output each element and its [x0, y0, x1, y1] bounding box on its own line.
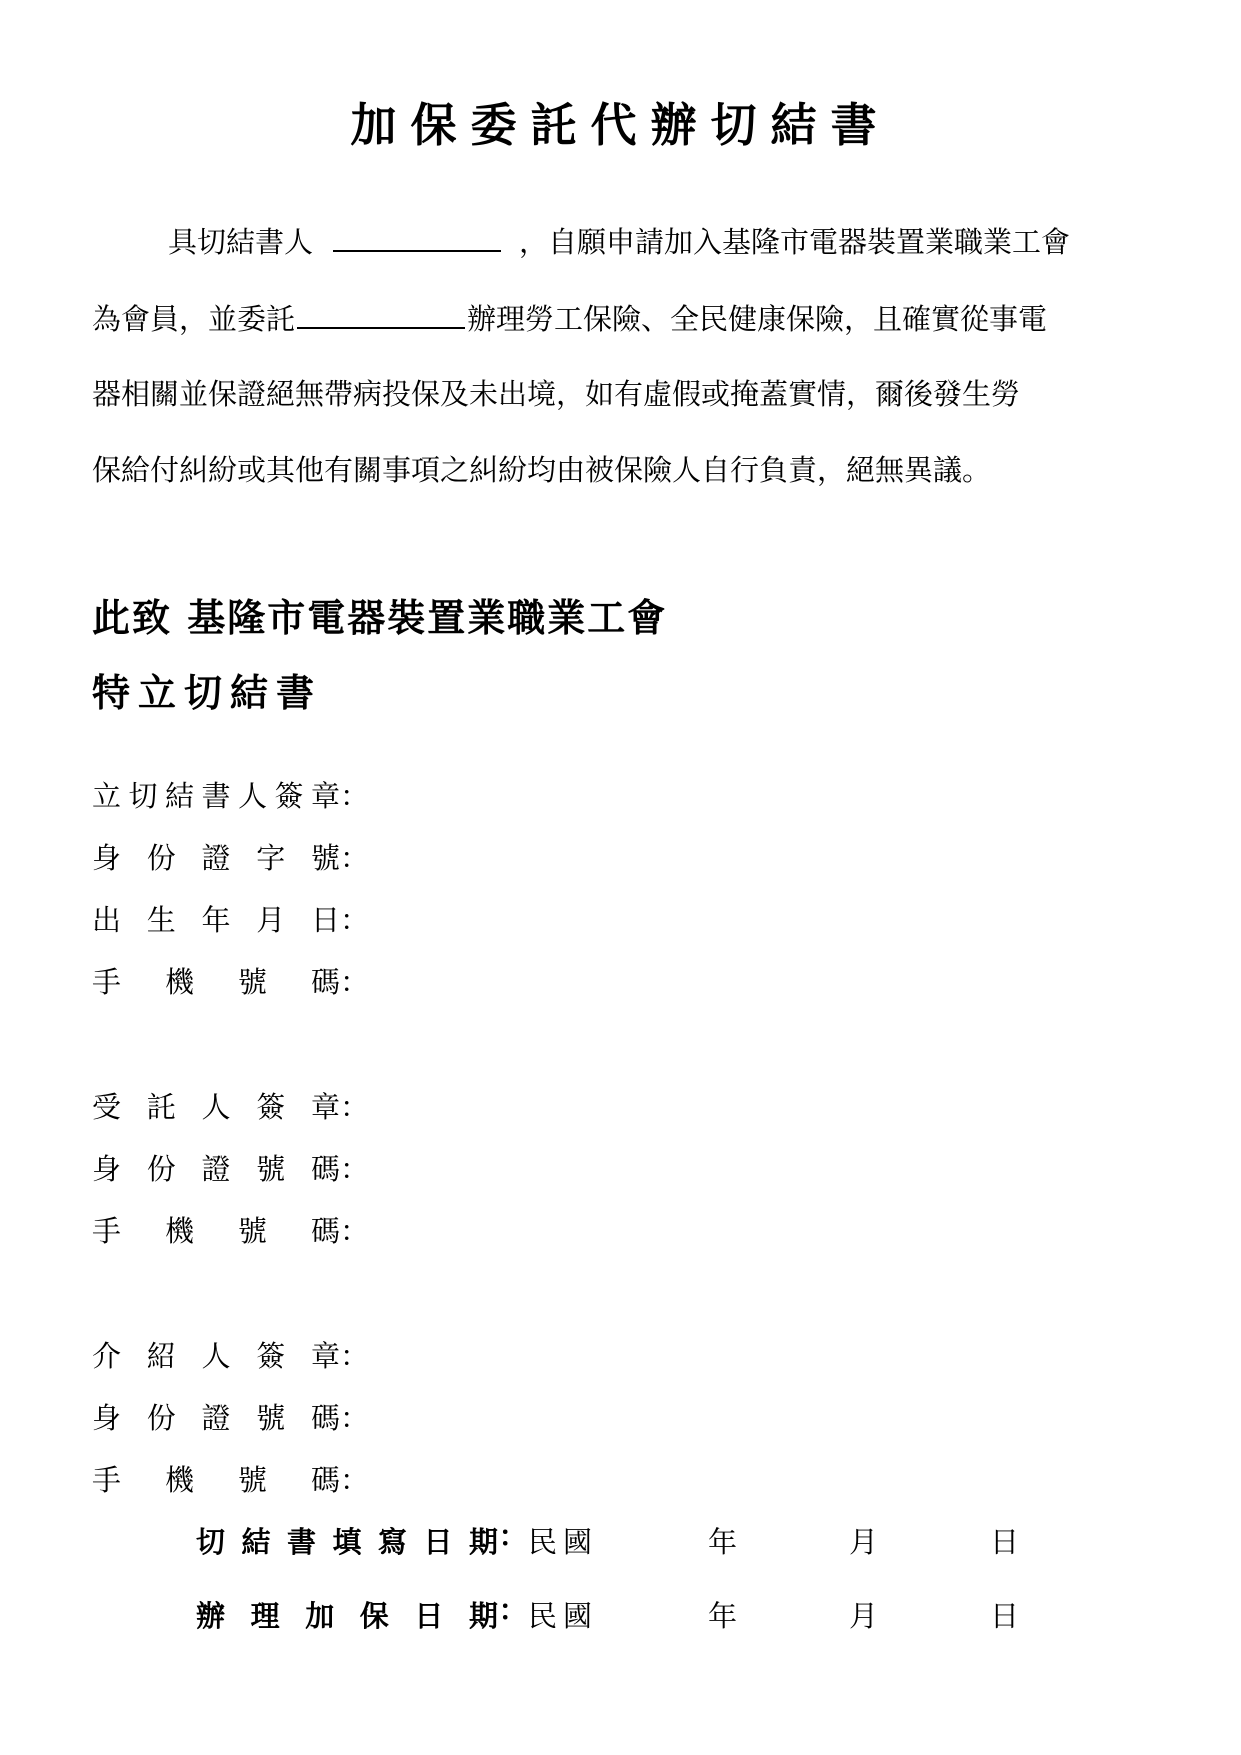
introducer-signature-label: 介紹人簽章: [92, 1339, 340, 1373]
introducer-id-row[interactable]: [92, 1398, 369, 1438]
colon: ：: [340, 1401, 370, 1435]
day-label: 日: [990, 1599, 1020, 1633]
paragraph-line-2: [92, 297, 1047, 339]
paragraph-line-1: [168, 220, 1070, 262]
month-label: 月: [849, 1525, 879, 1559]
introducer-phone-row[interactable]: [92, 1460, 369, 1500]
insure-date-row[interactable]: [196, 1593, 1020, 1636]
agent-id-label: 身份證號碼: [92, 1152, 340, 1186]
month-label: 月: [849, 1599, 879, 1633]
applicant-signature-label: 立切結書人簽章: [92, 779, 340, 813]
applicant-id-label: 身份證字號: [92, 841, 340, 875]
applicant-phone-row[interactable]: [92, 962, 369, 1002]
paragraph-line-4: 保給付糾紛或其他有關事項之糾紛均由被保險人自行負責，絕無異議。: [92, 453, 992, 487]
colon: ：: [340, 1214, 370, 1248]
closing-recipient: 此致 基隆市電器裝置業職業工會: [92, 595, 668, 640]
applicant-id-row[interactable]: [92, 838, 369, 878]
fill-date-row[interactable]: [196, 1519, 1020, 1562]
agent-id-row[interactable]: [92, 1149, 369, 1189]
paragraph-line-2-text: 辦理勞工保險、全民健康保險，且確實從事電: [467, 302, 1048, 336]
introducer-id-label: 身份證號碼: [92, 1401, 340, 1435]
applicant-birth-label: 出生年月日: [92, 903, 340, 937]
colon: ：: [498, 1593, 528, 1627]
paragraph-line-1-text: ，自願申請加入基隆市電器裝置業職業工會: [519, 225, 1071, 259]
insure-date-label: 辦理加保日期: [196, 1599, 498, 1633]
applicant-name-blank[interactable]: [333, 220, 501, 252]
colon: ：: [340, 965, 370, 999]
agent-signature-label: 受託人簽章: [92, 1090, 340, 1124]
fill-date-label: 切結書填寫日期: [196, 1525, 498, 1559]
colon: ：: [340, 1339, 370, 1373]
era-label: 民國: [528, 1525, 599, 1559]
colon: ：: [340, 1463, 370, 1497]
colon: ：: [498, 1519, 528, 1553]
day-label: 日: [990, 1525, 1020, 1559]
applicant-phone-label: 手機號碼: [92, 965, 340, 999]
colon: ：: [340, 779, 370, 813]
colon: ：: [340, 1090, 370, 1124]
year-label: 年: [708, 1599, 738, 1633]
introducer-signature-row[interactable]: [92, 1336, 369, 1376]
colon: ：: [340, 841, 370, 875]
year-label: 年: [708, 1525, 738, 1559]
colon: ：: [340, 903, 370, 937]
document-title: 加保委託代辦切結書: [350, 98, 891, 152]
introducer-phone-label: 手機號碼: [92, 1463, 340, 1497]
agent-signature-row[interactable]: [92, 1087, 369, 1127]
applicant-birth-row[interactable]: [92, 900, 369, 940]
agent-phone-row[interactable]: [92, 1211, 369, 1251]
agent-name-blank[interactable]: [297, 297, 465, 329]
era-label: 民國: [528, 1599, 599, 1633]
colon: ：: [340, 1152, 370, 1186]
agent-phone-label: 手機號碼: [92, 1214, 340, 1248]
entrust-label-text: 為會員，並委託: [92, 302, 296, 336]
applicant-signature-row[interactable]: [92, 776, 369, 816]
closing-statement: 特立切結書: [92, 670, 323, 715]
paragraph-line-3: 器相關並保證絕無帶病投保及未出境，如有虛假或掩蓋實情，爾後發生勞: [92, 377, 1021, 411]
applicant-label-text: 具切結書人: [168, 225, 314, 259]
